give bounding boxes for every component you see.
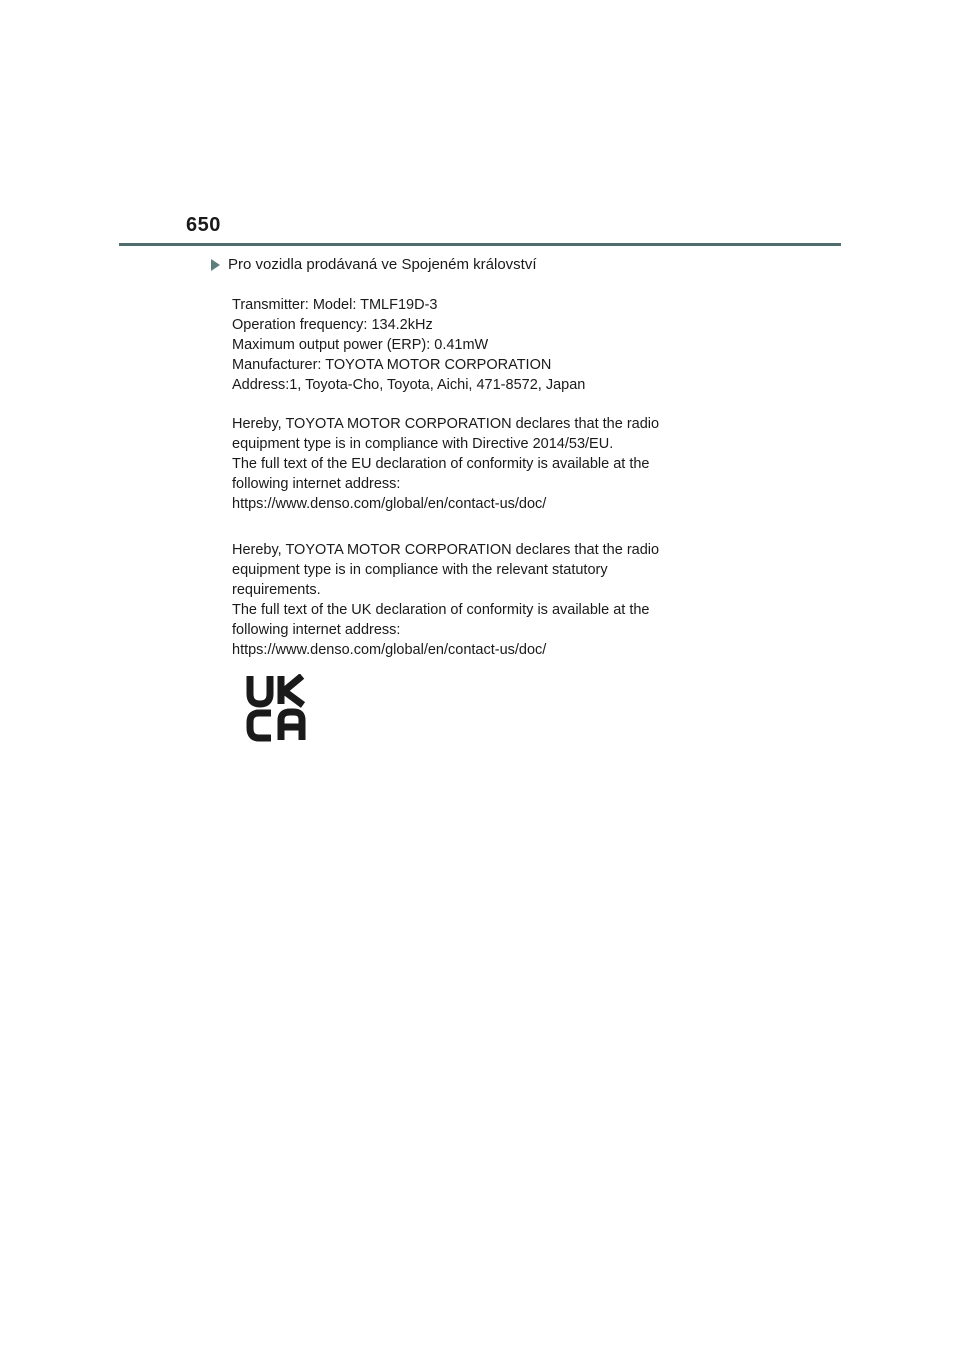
uk-declaration-line: The full text of the UK declaration of conformity is available at the — [232, 602, 650, 618]
transmitter-model: Transmitter: Model: TMLF19D-3 — [232, 297, 438, 313]
uk-declaration-line: equipment type is in compliance with the relevant statutory — [232, 562, 608, 578]
eu-declaration — [232, 414, 659, 514]
address: Address:1, Toyota-Cho, Toyota, Aichi, 471-8572, Japan — [232, 377, 586, 393]
ukca-mark-logo — [246, 674, 306, 742]
transmitter-info — [232, 295, 585, 395]
header-rule — [119, 243, 841, 246]
uk-declaration-line: following internet address: — [232, 622, 401, 638]
triangle-bullet-icon — [211, 259, 220, 271]
uk-declaration-line: requirements. — [232, 582, 321, 598]
eu-declaration-line: equipment type is in compliance with Directive 2014/53/EU. — [232, 436, 614, 452]
uk-declaration-url: https://www.denso.com/global/en/contact-us/doc/ — [232, 642, 547, 658]
section-heading-text: Pro vozidla prodávaná ve Spojeném království — [228, 256, 537, 273]
page-number: 650 — [186, 214, 221, 236]
eu-declaration-line: following internet address: — [232, 476, 401, 492]
operation-frequency: Operation frequency: 134.2kHz — [232, 317, 433, 333]
eu-declaration-line: The full text of the EU declaration of conformity is available at the — [232, 456, 650, 472]
eu-declaration-line: Hereby, TOYOTA MOTOR CORPORATION declares that the radio — [232, 416, 660, 432]
manufacturer: Manufacturer: TOYOTA MOTOR CORPORATION — [232, 357, 552, 373]
max-output-power: Maximum output power (ERP): 0.41mW — [232, 337, 489, 353]
eu-declaration-url: https://www.denso.com/global/en/contact-us/doc/ — [232, 496, 547, 512]
uk-declaration-line: Hereby, TOYOTA MOTOR CORPORATION declares that the radio — [232, 542, 660, 558]
section-heading — [211, 256, 537, 273]
uk-declaration — [232, 540, 659, 660]
